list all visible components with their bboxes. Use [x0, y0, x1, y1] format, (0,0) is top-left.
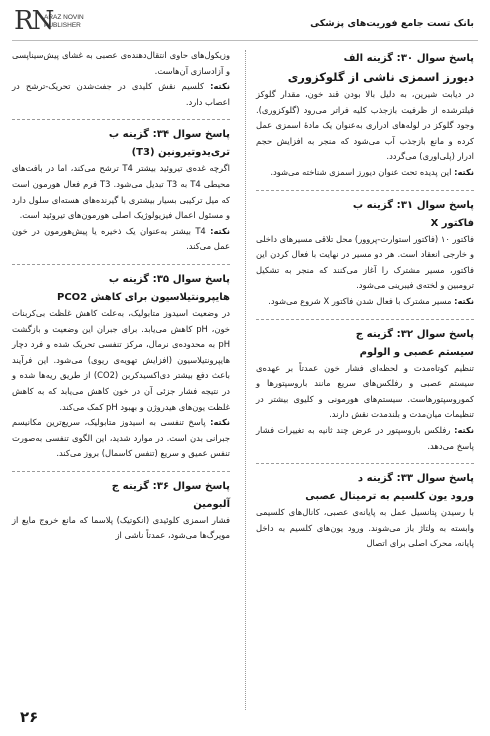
note-text: مسیر مشترک با فعال شدن فاکتور X شروع می‌شود.	[268, 295, 452, 306]
page-number: ۲۶	[20, 708, 39, 726]
answer-35-body: در وضعیت اسیدوز متابولیک، به‌علت کاهش غلظت بی‌کربنات خون، pH کاهش می‌یابد. برای جبران این وضعیت و بازگشت pH به محدوده‌ی نرمال، مرکز تنفسی تحریک شده و فرد دچار هایپرونتیلاسیون (افزایش تهویه‌ی ریوی) می‌شود. این فرآیند باعث دفع بیشتر دی‌اکسیدکربن (CO2) از طریق ریه‌ها شده و در نتیجه فشار جزئی آن در خون کاهش می‌یابد که به کاهش غلظت یون‌های هیدروژن و بهبود pH کمک می‌کند.	[12, 307, 231, 412]
note-label: نکته:	[454, 424, 474, 435]
section-divider	[256, 190, 474, 191]
answer-33-continued	[12, 48, 230, 110]
answer-36	[12, 478, 230, 544]
right-column	[256, 48, 474, 556]
section-divider	[12, 471, 230, 472]
answer-34-title: پاسخ سوال ۳۴: گزینه ب	[108, 129, 230, 141]
answer-36-option: آلبومین	[193, 498, 230, 510]
answer-32-note	[256, 423, 474, 454]
answer-35-option: هایپرونتیلاسیون برای کاهش PCO2	[57, 291, 230, 303]
answer-36-body: فشار اسمزی کلوئیدی (انکوتیک) پلاسما که مانع خروج مایع از مویرگ‌ها می‌شود، عمدتاً ناشی از	[12, 514, 230, 541]
left-column	[12, 48, 230, 548]
publisher-logo	[14, 6, 124, 38]
continuation-note	[12, 79, 230, 110]
answer-35-note	[12, 415, 230, 462]
column-separator	[245, 50, 246, 710]
answer-33-option: ورود یون کلسیم به ترمینال عصبی	[305, 491, 474, 503]
running-title: بانک تست جامع فوریت‌های پزشکی	[310, 18, 474, 29]
answer-34	[12, 126, 230, 255]
note-label: نکته:	[454, 295, 474, 306]
section-divider	[256, 319, 474, 320]
note-text: پاسخ تنفسی به اسیدوز متابولیک، سریع‌ترین مکانیسم جبرانی بدن است. در موارد شدید، این الگوی تنفسی به‌صورت تنفس عمیق و سریع (تنفس کاسمال) بروز می‌کند.	[12, 417, 230, 459]
answer-30-option: دیورز اسمزی ناشی از گلوکزوری	[287, 70, 474, 84]
note-text: رفلکس باروسپتور در عرض چند ثانیه به تغییرات فشار پاسخ می‌دهد.	[256, 424, 474, 451]
answer-30-body: در دیابت شیرین، به دلیل بالا بودن قند خون، مقدار گلوکز فیلترشده از ظرفیت بازجذب کلیه فراتر می‌رود (گلوکزوری). وجود گلوکز در لوله‌های ادراری به‌عنوان یک مادهٔ اسمزی عمل کرده و مانع بازجذب آب می‌شود که منجر به افزایش حجم ادرار (پلی‌اوری) می‌گردد.	[256, 89, 474, 162]
answer-32-option: سیستم عصبی و الولوم	[359, 346, 474, 358]
answer-30	[256, 50, 474, 181]
answer-30-title: پاسخ سوال ۳۰: گزینه الف	[343, 53, 474, 64]
note-label: نکته:	[210, 225, 230, 236]
note-label: نکته:	[210, 81, 230, 92]
answer-34-note	[12, 224, 230, 255]
answer-30-note	[256, 165, 474, 181]
answer-32-title: پاسخ سوال ۳۲: گزینه ج	[355, 328, 474, 340]
logo-mark: RN	[14, 6, 53, 36]
section-divider	[12, 264, 230, 265]
note-label: نکته:	[210, 417, 230, 428]
continuation-body: وزیکول‌های حاوی انتقال‌دهنده‌ی عصبی به غشای پیش‌سیناپسی و آزادسازی آن‌هاست.	[12, 50, 230, 76]
answer-31	[256, 197, 474, 310]
answer-34-option: تری‌یدوتیرونین (T3)	[131, 147, 230, 159]
answer-36-title: پاسخ سوال ۳۶: گزینه ج	[111, 480, 230, 492]
note-text: این پدیده تحت عنوان دیورز اسمزی شناخته می‌شود.	[270, 166, 452, 177]
answer-34-body: اگرچه غده‌ی تیروئید بیشتر T4 ترشح می‌کند، اما در بافت‌های محیطی T4 به T3 تبدیل می‌شود. T3 فرم فعال هورمون است که میل ترکیبی بسیار بیشتری با گیرنده‌های هسته‌ای سلول دارد و مسئول اعمال فیزیولوژیک اصلی هورمون‌های تیروئید است.	[12, 163, 230, 221]
logo-line-2: PUBLISHER	[44, 22, 81, 29]
answer-31-body: فاکتور ۱۰ (فاکتور استوارت-پروور) محل تلاقی مسیرهای داخلی و خارجی انعقاد است. هر دو مسیر در نهایت با فعال کردن این فاکتور، مسیر مشترک را آغاز می‌کنند که منجر به تشکیل ترومبین و لخته‌ی فیبرینی می‌شود.	[256, 233, 474, 291]
section-divider	[256, 463, 474, 464]
answer-35	[12, 271, 230, 462]
answer-33-title: پاسخ سوال ۳۳: گزینه د	[357, 473, 474, 485]
answer-32-body: تنظیم کوتاه‌مدت و لحظه‌ای فشار خون عمدتاً بر عهده‌ی سیستم عصبی و رفلکس‌های سریع مانند باروسپتورها و کموروسپتورهاست. سیستم‌های هورمونی و کلیوی بیشتر در تنظیمات میان‌مدت و بلندمدت نقش دارند.	[256, 362, 474, 420]
page-header	[0, 0, 490, 44]
header-rule	[12, 40, 478, 41]
logo-line-1: ARAZ NOVIN	[44, 14, 84, 21]
answer-31-note	[256, 294, 474, 310]
answer-31-title: پاسخ سوال ۳۱: گزینه ب	[352, 199, 474, 211]
note-text: کلسیم نقش کلیدی در جفت‌شدن تحریک-ترشح در اعصاب دارد.	[12, 81, 230, 107]
note-text: T4 بیشتر به‌عنوان یک ذخیره یا پیش‌هورمون در خون عمل می‌کند.	[12, 225, 230, 252]
section-divider	[12, 119, 230, 120]
answer-31-option: فاکتور X	[430, 217, 474, 229]
answer-33	[256, 470, 474, 552]
logo-text	[44, 14, 84, 30]
answer-32	[256, 326, 474, 455]
answer-33-body: با رسیدن پتانسیل عمل به پایانه‌ی عصبی، کانال‌های کلسیمی وابسته به ولتاژ باز می‌شوند. ورود یون‌های کلسیم به داخل پایانه، محرک اصلی برای اتصال	[256, 507, 474, 549]
answer-35-title: پاسخ سوال ۳۵: گزینه ب	[108, 273, 230, 285]
note-label: نکته:	[454, 166, 474, 177]
